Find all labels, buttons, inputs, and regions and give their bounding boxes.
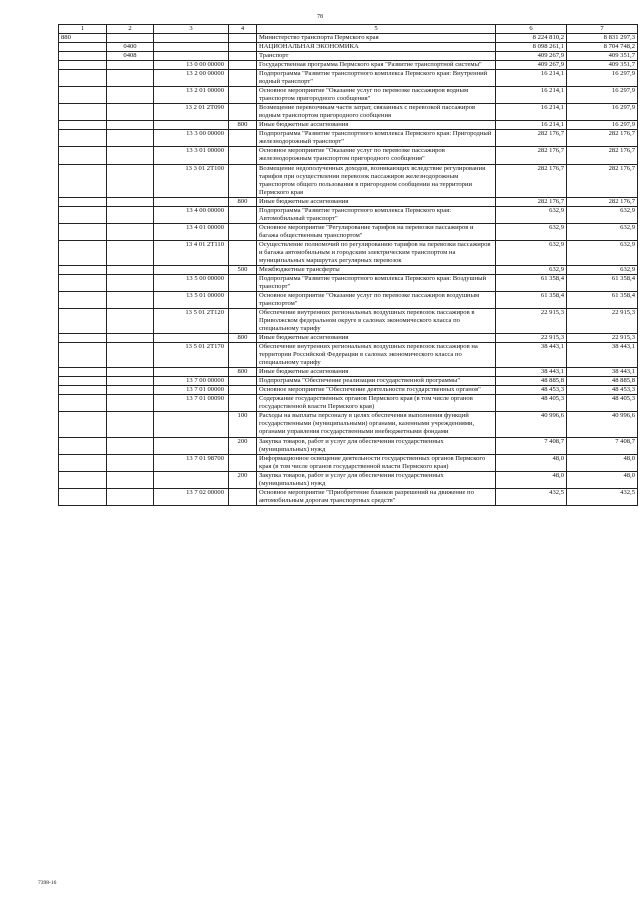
amount-year1-cell: 38 443,1: [496, 343, 567, 368]
target-article-cell: [154, 437, 229, 454]
expense-type-cell: 100: [229, 412, 257, 437]
table-row: [59, 34, 638, 43]
amount-year1-cell: 48 885,8: [496, 377, 567, 386]
section-code-cell: [107, 130, 154, 147]
amount-year1-cell: 40 996,6: [496, 412, 567, 437]
expense-type-cell: [229, 488, 257, 505]
section-code-cell: [107, 334, 154, 343]
amount-year1-cell: 48 453,3: [496, 386, 567, 395]
expense-type-cell: [229, 164, 257, 197]
amount-year1-cell: 16 214,1: [496, 87, 567, 104]
item-name-cell: Транспорт: [257, 52, 496, 61]
table-row: [59, 240, 638, 265]
table-row: [59, 377, 638, 386]
ministry-code-cell: [59, 147, 107, 164]
target-article-cell: 13 0 00 00000: [154, 61, 229, 70]
amount-year1-cell: 432,5: [496, 488, 567, 505]
amount-year2-cell: 22 915,3: [567, 334, 638, 343]
target-article-cell: 13 4 01 2Т110: [154, 240, 229, 265]
target-article-cell: 13 7 01 98700: [154, 454, 229, 471]
ministry-code-cell: [59, 274, 107, 291]
target-article-cell: 13 5 00 00000: [154, 274, 229, 291]
table-row: [59, 87, 638, 104]
ministry-code-cell: 880: [59, 34, 107, 43]
target-article-cell: 13 4 00 00000: [154, 206, 229, 223]
amount-year1-cell: 8 224 810,2: [496, 34, 567, 43]
target-article-cell: 13 3 01 00000: [154, 147, 229, 164]
amount-year1-cell: 16 214,1: [496, 121, 567, 130]
item-name-cell: Обеспечение внутренних региональных воздушных перевозок пассажиров в Приволжском федеральном округе в салонах экономического класса по специальному тарифу: [257, 309, 496, 334]
section-code-cell: [107, 70, 154, 87]
expense-type-cell: [229, 240, 257, 265]
table-row: [59, 70, 638, 87]
table-row: [59, 291, 638, 308]
ministry-code-cell: [59, 240, 107, 265]
expense-type-cell: [229, 34, 257, 43]
expense-type-cell: [229, 454, 257, 471]
ministry-code-cell: [59, 43, 107, 52]
section-code-cell: 0400: [107, 43, 154, 52]
ministry-code-cell: [59, 488, 107, 505]
amount-year1-cell: 61 358,4: [496, 291, 567, 308]
ministry-code-cell: [59, 309, 107, 334]
ministry-code-cell: [59, 130, 107, 147]
section-code-cell: [107, 61, 154, 70]
amount-year1-cell: 282 176,7: [496, 130, 567, 147]
target-article-cell: 13 2 00 00000: [154, 70, 229, 87]
ministry-code-cell: [59, 70, 107, 87]
table-row: [59, 61, 638, 70]
section-code-cell: [107, 164, 154, 197]
amount-year2-cell: 632,9: [567, 206, 638, 223]
expense-type-cell: 200: [229, 471, 257, 488]
target-article-cell: 13 7 00 00000: [154, 377, 229, 386]
item-name-cell: Иные бюджетные ассигнования: [257, 121, 496, 130]
section-code-cell: [107, 223, 154, 240]
amount-year2-cell: 632,9: [567, 223, 638, 240]
ministry-code-cell: [59, 223, 107, 240]
item-name-cell: Обеспечение внутренних региональных воздушных перевозок пассажиров на территории Российской Федерации в салонах экономического класса по специальному тарифу: [257, 343, 496, 368]
table-row: [59, 437, 638, 454]
ministry-code-cell: [59, 104, 107, 121]
amount-year1-cell: 61 358,4: [496, 274, 567, 291]
section-code-cell: [107, 291, 154, 308]
expense-type-cell: [229, 104, 257, 121]
table-row: [59, 471, 638, 488]
ministry-code-cell: [59, 395, 107, 412]
amount-year2-cell: 7 408,7: [567, 437, 638, 454]
table-row: [59, 130, 638, 147]
section-code-cell: [107, 274, 154, 291]
expense-type-cell: [229, 291, 257, 308]
ministry-code-cell: [59, 121, 107, 130]
amount-year2-cell: 48 885,8: [567, 377, 638, 386]
item-name-cell: Возмещение недополученных доходов, возникающих вследствие регулирования тарифов при осуществлении перевозок пассажиров железнодорожным транспортом общего пользования в пригородном сообщении на территории Пермского края: [257, 164, 496, 197]
section-code-cell: [107, 197, 154, 206]
amount-year2-cell: 282 176,7: [567, 147, 638, 164]
expense-type-cell: [229, 377, 257, 386]
target-article-cell: [154, 334, 229, 343]
item-name-cell: Информационное освещение деятельности государственных органов Пермского края (в том числе органов государственной власти Пермского края): [257, 454, 496, 471]
amount-year2-cell: 16 297,9: [567, 70, 638, 87]
ministry-code-cell: [59, 386, 107, 395]
item-name-cell: НАЦИОНАЛЬНАЯ ЭКОНОМИКА: [257, 43, 496, 52]
table-row: [59, 265, 638, 274]
section-code-cell: [107, 386, 154, 395]
item-name-cell: Межбюджетные трансферты: [257, 265, 496, 274]
expense-type-cell: 800: [229, 334, 257, 343]
table-row: [59, 223, 638, 240]
item-name-cell: Основное мероприятие "Оказание услуг по перевозке пассажиров железнодорожным транспортом пригородного сообщения": [257, 147, 496, 164]
target-article-cell: [154, 121, 229, 130]
amount-year2-cell: 16 297,9: [567, 87, 638, 104]
amount-year1-cell: 22 915,3: [496, 309, 567, 334]
section-code-cell: [107, 104, 154, 121]
table-row: [59, 334, 638, 343]
target-article-cell: [154, 52, 229, 61]
item-name-cell: Подпрограмма "Развитие транспортного комплекса Пермского края: Пригородный железнодорожный транспорт": [257, 130, 496, 147]
expense-type-cell: [229, 43, 257, 52]
amount-year2-cell: 282 176,7: [567, 130, 638, 147]
column-header: 1: [59, 25, 107, 34]
table-row: [59, 454, 638, 471]
amount-year1-cell: 409 267,9: [496, 61, 567, 70]
expense-type-cell: 800: [229, 121, 257, 130]
target-article-cell: 13 7 01 00000: [154, 386, 229, 395]
ministry-code-cell: [59, 206, 107, 223]
expense-type-cell: [229, 130, 257, 147]
amount-year2-cell: 48 405,3: [567, 395, 638, 412]
expense-type-cell: [229, 52, 257, 61]
section-code-cell: 0408: [107, 52, 154, 61]
table-row: [59, 164, 638, 197]
section-code-cell: [107, 488, 154, 505]
amount-year1-cell: 632,9: [496, 206, 567, 223]
item-name-cell: Основное мероприятие "Оказание услуг по перевозке пассажиров водным транспортом пригородного сообщения": [257, 87, 496, 104]
table-row: [59, 309, 638, 334]
section-code-cell: [107, 377, 154, 386]
target-article-cell: [154, 368, 229, 377]
section-code-cell: [107, 395, 154, 412]
ministry-code-cell: [59, 343, 107, 368]
amount-year2-cell: 432,5: [567, 488, 638, 505]
section-code-cell: [107, 309, 154, 334]
amount-year2-cell: 61 358,4: [567, 274, 638, 291]
expense-type-cell: [229, 386, 257, 395]
item-name-cell: Иные бюджетные ассигнования: [257, 368, 496, 377]
section-code-cell: [107, 147, 154, 164]
amount-year2-cell: 409 351,7: [567, 61, 638, 70]
item-name-cell: Расходы на выплаты персоналу в целях обеспечения выполнения функций государственными (муниципальными) органами, казенными учреждениями, органами управления государственными внебюджетными фондами: [257, 412, 496, 437]
amount-year2-cell: 282 176,7: [567, 164, 638, 197]
expense-type-cell: [229, 395, 257, 412]
target-article-cell: 13 5 01 2Т170: [154, 343, 229, 368]
table-row: [59, 197, 638, 206]
item-name-cell: Министерство транспорта Пермского края: [257, 34, 496, 43]
amount-year2-cell: 48,0: [567, 454, 638, 471]
item-name-cell: Подпрограмма "Развитие транспортного комплекса Пермского края: Воздушный транспорт": [257, 274, 496, 291]
ministry-code-cell: [59, 437, 107, 454]
target-article-cell: [154, 43, 229, 52]
section-code-cell: [107, 368, 154, 377]
expense-type-cell: [229, 87, 257, 104]
amount-year1-cell: 48,0: [496, 471, 567, 488]
table-row: [59, 147, 638, 164]
item-name-cell: Подпрограмма "Обеспечение реализации государственной программы": [257, 377, 496, 386]
column-header: 4: [229, 25, 257, 34]
expense-type-cell: [229, 206, 257, 223]
amount-year2-cell: 16 297,9: [567, 104, 638, 121]
amount-year1-cell: 409 267,9: [496, 52, 567, 61]
section-code-cell: [107, 206, 154, 223]
target-article-cell: 13 3 00 00000: [154, 130, 229, 147]
item-name-cell: Подпрограмма "Развитие транспортного комплекса Пермского края: Автомобильный транспорт": [257, 206, 496, 223]
table-row: [59, 412, 638, 437]
expense-type-cell: 800: [229, 197, 257, 206]
amount-year2-cell: 61 358,4: [567, 291, 638, 308]
amount-year1-cell: 282 176,7: [496, 164, 567, 197]
column-header: 7: [567, 25, 638, 34]
item-name-cell: Содержание государственных органов Пермского края (в том числе органов государственной власти Пермского края): [257, 395, 496, 412]
amount-year2-cell: 632,9: [567, 265, 638, 274]
section-code-cell: [107, 87, 154, 104]
section-code-cell: [107, 437, 154, 454]
table-row: [59, 274, 638, 291]
table-row: [59, 206, 638, 223]
amount-year1-cell: 16 214,1: [496, 70, 567, 87]
ministry-code-cell: [59, 471, 107, 488]
section-code-cell: [107, 34, 154, 43]
footer-code: 7398-16: [38, 880, 57, 886]
table-row: [59, 343, 638, 368]
amount-year1-cell: 48,0: [496, 454, 567, 471]
item-name-cell: Возмещение перевозчикам части затрат, связанных с перевозкой пассажиров водным транспортом пригородного сообщения: [257, 104, 496, 121]
page-number: 78: [317, 14, 323, 20]
amount-year1-cell: 48 405,3: [496, 395, 567, 412]
column-header-row: [59, 25, 638, 34]
section-code-cell: [107, 454, 154, 471]
section-code-cell: [107, 240, 154, 265]
amount-year2-cell: 632,9: [567, 240, 638, 265]
expense-type-cell: [229, 343, 257, 368]
ministry-code-cell: [59, 291, 107, 308]
amount-year1-cell: 38 443,1: [496, 368, 567, 377]
table-row: [59, 386, 638, 395]
section-code-cell: [107, 471, 154, 488]
item-name-cell: Основное мероприятие "Оказание услуг по перевозке пассажиров воздушным транспортом": [257, 291, 496, 308]
item-name-cell: Основное мероприятие "Регулирование тарифов на перевозки пассажиров и багажа общественным транспортом": [257, 223, 496, 240]
item-name-cell: Основное мероприятие "Приобретение бланков разрешений на движение по автомобильным дорогам транспортных средств": [257, 488, 496, 505]
amount-year2-cell: 40 996,6: [567, 412, 638, 437]
column-header: 2: [107, 25, 154, 34]
ministry-code-cell: [59, 164, 107, 197]
amount-year2-cell: 16 297,9: [567, 121, 638, 130]
item-name-cell: Закупка товаров, работ и услуг для обеспечения государственных (муниципальных) нужд: [257, 437, 496, 454]
target-article-cell: 13 5 01 2Т120: [154, 309, 229, 334]
table-row: [59, 368, 638, 377]
amount-year2-cell: 8 704 748,2: [567, 43, 638, 52]
column-header: 6: [496, 25, 567, 34]
amount-year1-cell: 282 176,7: [496, 147, 567, 164]
item-name-cell: Иные бюджетные ассигнования: [257, 334, 496, 343]
target-article-cell: 13 7 01 00090: [154, 395, 229, 412]
target-article-cell: 13 7 02 00000: [154, 488, 229, 505]
item-name-cell: Подпрограмма "Развитие транспортного комплекса Пермского края: Внутренний водный транспорт": [257, 70, 496, 87]
section-code-cell: [107, 121, 154, 130]
amount-year1-cell: 632,9: [496, 223, 567, 240]
expense-type-cell: [229, 309, 257, 334]
amount-year2-cell: 48,0: [567, 471, 638, 488]
amount-year2-cell: 48 453,3: [567, 386, 638, 395]
expense-type-cell: [229, 274, 257, 291]
column-header: 5: [257, 25, 496, 34]
item-name-cell: Закупка товаров, работ и услуг для обеспечения государственных (муниципальных) нужд: [257, 471, 496, 488]
ministry-code-cell: [59, 265, 107, 274]
target-article-cell: 13 2 01 00000: [154, 87, 229, 104]
amount-year1-cell: 282 176,7: [496, 197, 567, 206]
amount-year1-cell: 8 098 261,1: [496, 43, 567, 52]
amount-year2-cell: 22 915,3: [567, 309, 638, 334]
amount-year2-cell: 38 443,1: [567, 343, 638, 368]
item-name-cell: Государственная программа Пермского края "Развитие транспортной системы": [257, 61, 496, 70]
target-article-cell: 13 2 01 2Т090: [154, 104, 229, 121]
table-row: [59, 104, 638, 121]
amount-year1-cell: 632,9: [496, 265, 567, 274]
target-article-cell: [154, 471, 229, 488]
ministry-code-cell: [59, 368, 107, 377]
expense-type-cell: 200: [229, 437, 257, 454]
amount-year2-cell: 38 443,1: [567, 368, 638, 377]
ministry-code-cell: [59, 454, 107, 471]
amount-year2-cell: 409 351,7: [567, 52, 638, 61]
item-name-cell: Иные бюджетные ассигнования: [257, 197, 496, 206]
ministry-code-cell: [59, 52, 107, 61]
table-row: [59, 395, 638, 412]
expense-type-cell: [229, 61, 257, 70]
table-body: [59, 34, 638, 506]
target-article-cell: [154, 34, 229, 43]
target-article-cell: [154, 265, 229, 274]
table-row: [59, 52, 638, 61]
ministry-code-cell: [59, 412, 107, 437]
section-code-cell: [107, 265, 154, 274]
ministry-code-cell: [59, 197, 107, 206]
expense-type-cell: [229, 70, 257, 87]
table-row: [59, 43, 638, 52]
section-code-cell: [107, 412, 154, 437]
amount-year1-cell: 7 408,7: [496, 437, 567, 454]
expense-type-cell: [229, 147, 257, 164]
target-article-cell: 13 5 01 00000: [154, 291, 229, 308]
ministry-code-cell: [59, 334, 107, 343]
table-row: [59, 121, 638, 130]
amount-year1-cell: 22 915,3: [496, 334, 567, 343]
section-code-cell: [107, 343, 154, 368]
amount-year1-cell: 16 214,1: [496, 104, 567, 121]
amount-year2-cell: 8 831 297,3: [567, 34, 638, 43]
item-name-cell: Основное мероприятие "Обеспечение деятельности государственных органов": [257, 386, 496, 395]
ministry-code-cell: [59, 377, 107, 386]
target-article-cell: [154, 197, 229, 206]
budget-table: [58, 24, 638, 506]
column-header: 3: [154, 25, 229, 34]
expense-type-cell: 500: [229, 265, 257, 274]
expense-type-cell: [229, 223, 257, 240]
amount-year1-cell: 632,9: [496, 240, 567, 265]
table-row: [59, 488, 638, 505]
target-article-cell: [154, 412, 229, 437]
item-name-cell: Осуществление полномочий по регулированию тарифов на перевозки пассажиров и багажа автомобильным и городским электрическим транспортом на муниципальных маршрутах регулярных перевозок: [257, 240, 496, 265]
ministry-code-cell: [59, 87, 107, 104]
target-article-cell: 13 3 01 2Т100: [154, 164, 229, 197]
target-article-cell: 13 4 01 00000: [154, 223, 229, 240]
expense-type-cell: 800: [229, 368, 257, 377]
ministry-code-cell: [59, 61, 107, 70]
amount-year2-cell: 282 176,7: [567, 197, 638, 206]
